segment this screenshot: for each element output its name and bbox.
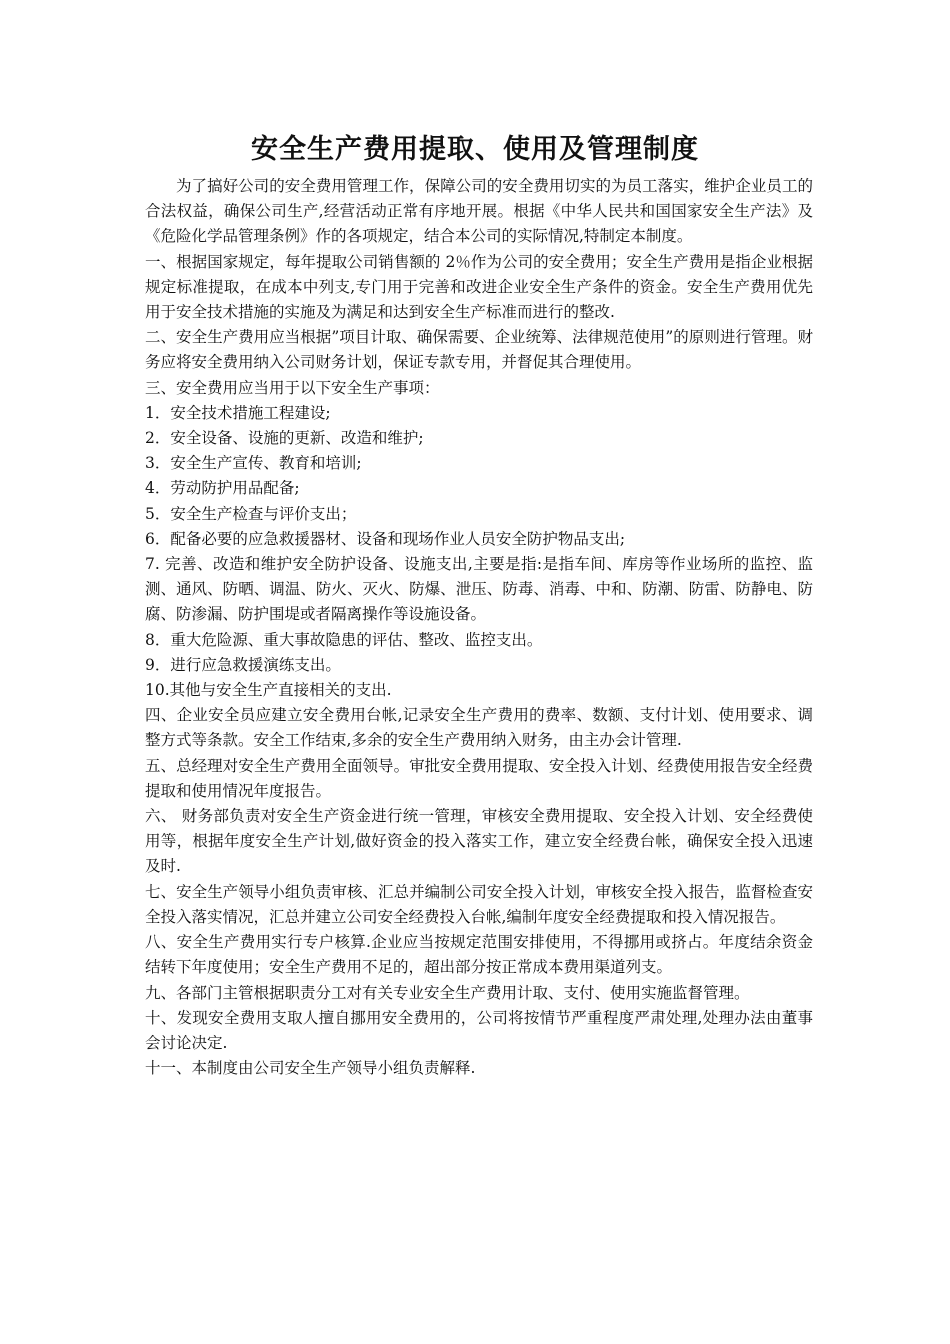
clause-1: 一、根据国家规定，每年提取公司销售额的 2％作为公司的安全费用；安全生产费用是指企业根据规定标准提取，在成本中列支,专门用于完善和改进企业安全生产条件的资金。安全生产费用优先用于安全技术措施的实施及为满足和达到安全生产标准而进行的整改. bbox=[145, 252, 813, 322]
clause-10: 十、发现安全费用支取人擅自挪用安全费用的，公司将按情节严重程度严肃处理,处理办法由董事会讨论决定. bbox=[145, 1008, 813, 1052]
list-item-3: 3．安全生产宣传、教育和培训; bbox=[145, 454, 362, 473]
clause-7: 七、安全生产领导小组负责审核、汇总并编制公司安全投入计划，审核安全投入报告，监督检查安全投入落实情况，汇总并建立公司安全经费投入台帐,编制年度安全经费提取和投入情况报告。 bbox=[145, 882, 813, 926]
document-body bbox=[145, 174, 813, 1081]
clause-6: 六、 财务部负责对安全生产资金进行统一管理，审核安全费用提取、安全投入计划、安全经费使用等，根据年度安全生产计划,做好资金的投入落实工作，建立安全经费台帐，确保安全投入迅速及时. bbox=[145, 807, 813, 876]
document-title: 安全生产费用提取、使用及管理制度 bbox=[251, 134, 699, 165]
clause-3: 三、安全费用应当用于以下安全生产事项： bbox=[145, 378, 440, 397]
clause-5: 五、总经理对安全生产费用全面领导。审批安全费用提取、安全投入计划、经费使用报告安全经费提取和使用情况年度报告。 bbox=[145, 756, 813, 800]
list-item-2: 2．安全设备、设施的更新、改造和维护; bbox=[145, 429, 424, 448]
clause-9: 九、各部门主管根据职责分工对有关专业安全生产费用计取、支付、使用实施监督管理。 bbox=[145, 983, 750, 1002]
list-item-7: 7. 完善、改造和维护安全防护设备、设施支出,主要是指:是指车间、库房等作业场所的监控、监测、通风、防晒、调温、防火、灭火、防爆、泄压、防毒、消毒、中和、防潮、防雷、防静电、防腐、防渗漏、防护围堤或者隔离操作等设施设备。 bbox=[145, 555, 813, 624]
clause-2: 二、安全生产费用应当根据”项目计取、确保需要、企业统筹、法律规范使用”的原则进行管理。财务应将安全费用纳入公司财务计划，保证专款专用，并督促其合理使用。 bbox=[145, 328, 813, 372]
list-item-9: 9．进行应急救援演练支出。 bbox=[145, 655, 341, 674]
list-item-4: 4．劳动防护用品配备; bbox=[145, 479, 300, 498]
list-item-10: 10.其他与安全生产直接相关的支出. bbox=[145, 681, 392, 700]
list-item-8: 8．重大危险源、重大事故隐患的评估、整改、监控支出。 bbox=[145, 630, 543, 649]
list-item-6: 6．配备必要的应急救援器材、设备和现场作业人员安全防护物品支出; bbox=[145, 529, 626, 548]
list-item-5: 5．安全生产检查与评价支出； bbox=[145, 504, 357, 523]
intro-paragraph: 为了搞好公司的安全费用管理工作，保障公司的安全费用切实的为员工落实，维护企业员工的合法权益，确保公司生产,经营活动正常有序地开展。根据《中华人民共和国国家安全生产法》及《危险化学品管理条例》作的各项规定，结合本公司的实际情况,特制定本制度。 bbox=[145, 177, 813, 246]
list-item-1: 1．安全技术措施工程建设; bbox=[145, 403, 331, 422]
clause-4: 四、企业安全员应建立安全费用台帐,记录安全生产费用的费率、数额、支付计划、使用要求、调整方式等条款。安全工作结束,多余的安全生产费用纳入财务，由主办会计管理. bbox=[145, 706, 813, 750]
clause-11: 十一、本制度由公司安全生产领导小组负责解释. bbox=[145, 1059, 476, 1078]
clause-8: 八、安全生产费用实行专户核算.企业应当按规定范围安排使用，不得挪用或挤占。年度结余资金结转下年度使用；安全生产费用不足的，超出部分按正常成本费用渠道列支。 bbox=[145, 933, 813, 977]
